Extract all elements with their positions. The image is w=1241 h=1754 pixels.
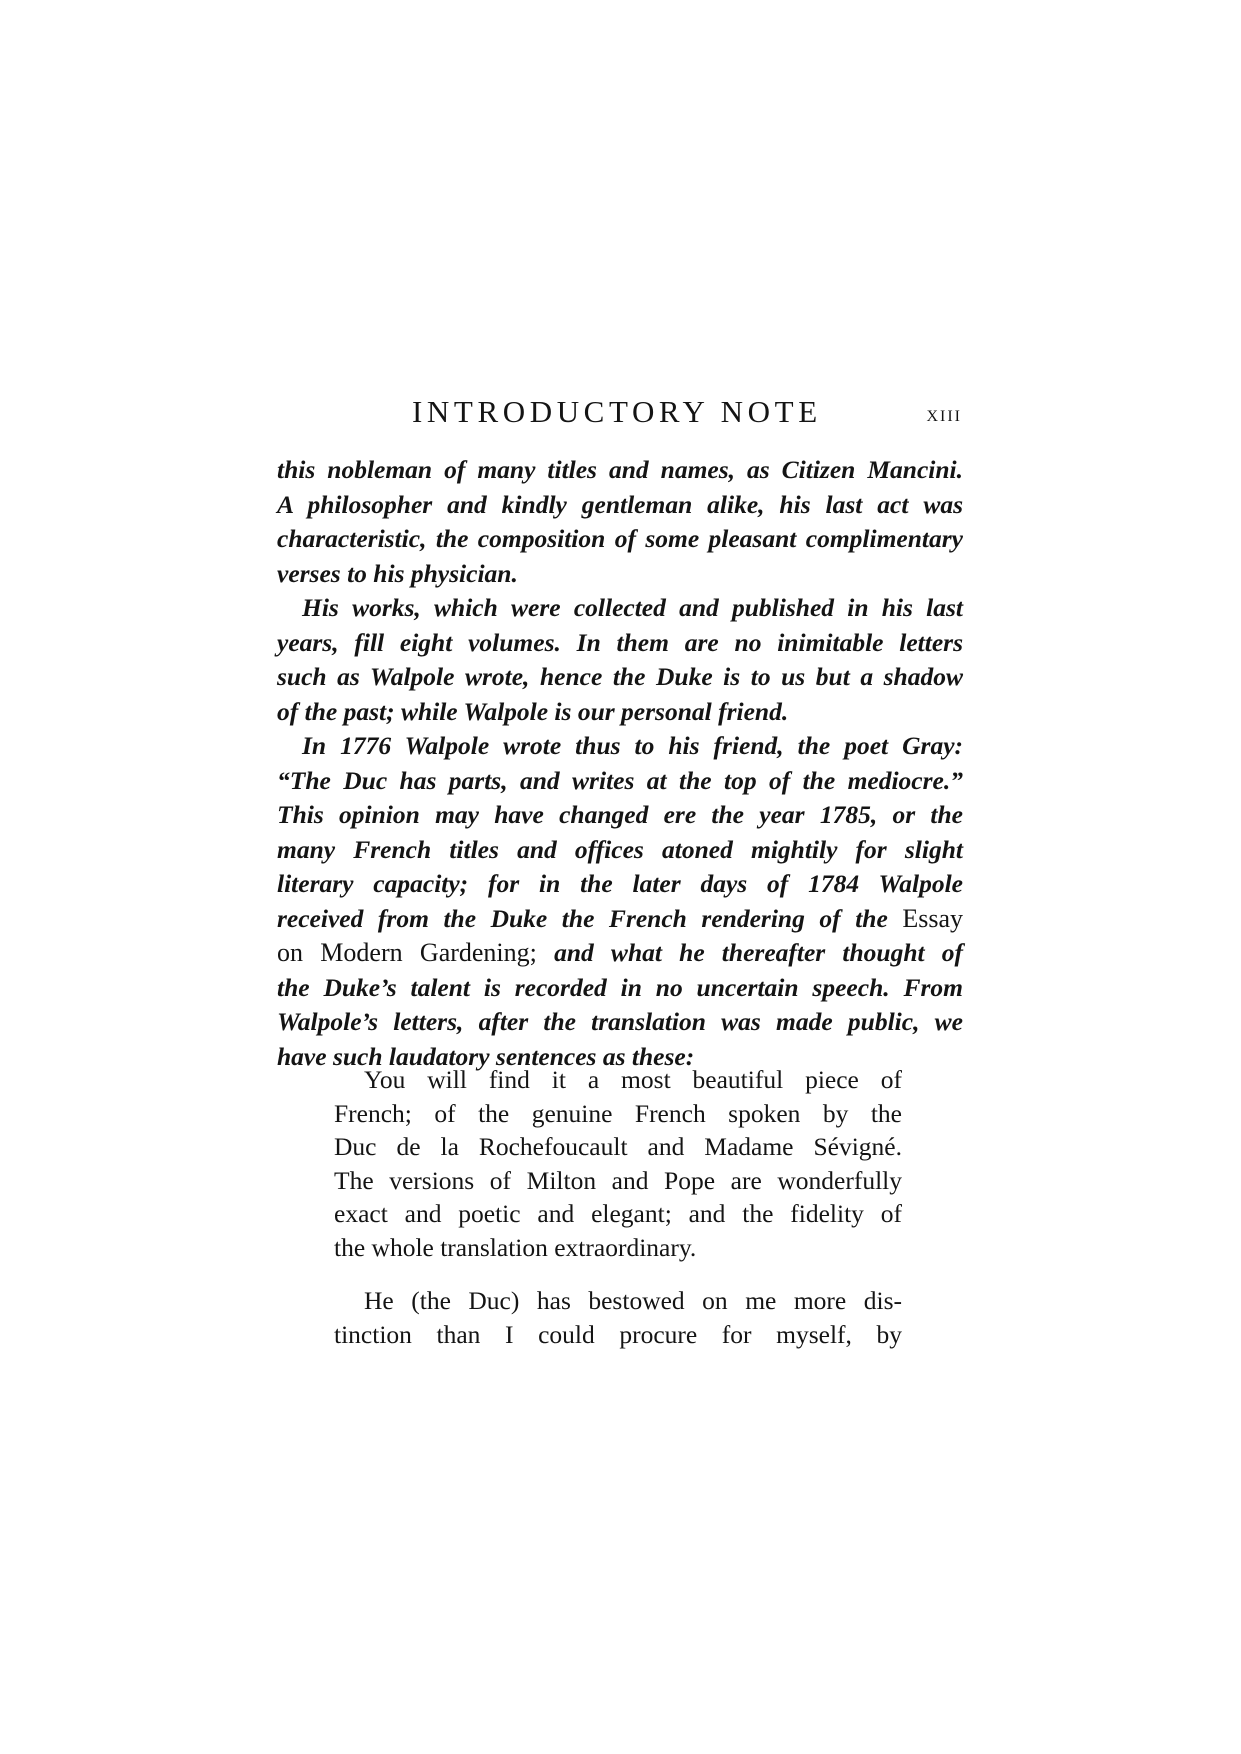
text-line: literary capacity; for in the later days of 1784 Walpole — [277, 869, 963, 898]
text-segment: and what he thereafter thought of — [554, 938, 964, 967]
quote-line: exact and poetic and elegant; and the fidelity of — [334, 1199, 902, 1228]
text-line: many French titles and offices atoned mightily for slight — [277, 834, 963, 864]
text-segment: received from the Duke the French rendering of the — [277, 903, 888, 933]
essay-title-continued: on Modern Gardening; — [277, 938, 537, 967]
text-line: “The Duc has parts, and writes at the top of the mediocre.” — [277, 765, 963, 795]
text-line: In 1776 Walpole wrote thus to his friend, the poet Gray: — [302, 731, 963, 760]
text-line — [277, 936, 963, 971]
text-line: verses to his physician. — [277, 558, 518, 588]
block-quote — [334, 1284, 902, 1351]
essay-title: Essay — [902, 903, 964, 933]
text-line: His works, which were collected and published in his last — [302, 593, 963, 622]
quote-line: tinction than I could procure for myself, by — [334, 1319, 902, 1349]
text-line: A philosopher and kindly gentleman alike, his last act was — [277, 489, 963, 519]
quote-line: The versions of Milton and Pope are wonderfully — [334, 1165, 902, 1195]
quote-line: He (the Duc) has bestowed on me more dis- — [364, 1286, 902, 1315]
quote-line: French; of the genuine French spoken by the — [334, 1098, 902, 1128]
text-line: years, fill eight volumes. In them are no inimitable letters — [277, 627, 963, 657]
quote-line: Duc de la Rochefoucault and Madame Sévigné. — [334, 1132, 902, 1161]
running-head — [412, 394, 962, 434]
text-line: This opinion may have changed ere the year 1785, or the — [277, 800, 963, 829]
quote-line: You will find it a most beautiful piece of — [364, 1065, 902, 1094]
body-text — [277, 453, 963, 1074]
text-line — [277, 902, 963, 937]
text-line: have such laudatory sentences as these: — [277, 1041, 695, 1071]
text-line: Walpole’s letters, after the translation was made public, we — [277, 1007, 963, 1036]
page-number: xiii — [926, 401, 962, 426]
text-line: the Duke’s talent is recorded in no uncertain speech. From — [277, 972, 963, 1002]
text-line: characteristic, the composition of some pleasant complimentary — [277, 524, 963, 553]
block-quote — [334, 1063, 902, 1264]
running-title: INTRODUCTORY NOTE — [412, 394, 822, 429]
text-line: this nobleman of many titles and names, as Citizen Mancini. — [277, 455, 963, 484]
text-line: such as Walpole wrote, hence the Duke is to us but a shadow — [277, 662, 963, 691]
quote-line: the whole translation extraordinary. — [334, 1232, 697, 1262]
text-line: of the past; while Walpole is our personal friend. — [277, 696, 789, 726]
